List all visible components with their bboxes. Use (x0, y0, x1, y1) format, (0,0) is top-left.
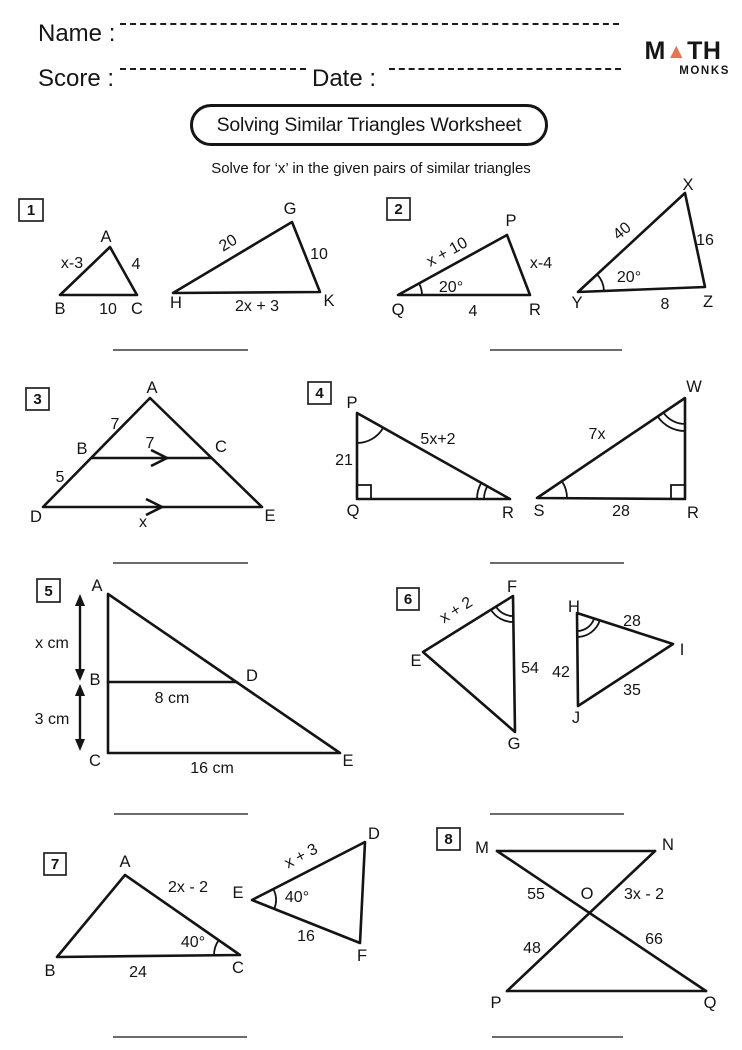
problem-5 (35, 577, 354, 814)
triangle-ace-outline (108, 594, 340, 753)
vertex-c-label: C (232, 959, 244, 977)
vertex-f-label: F (356, 947, 368, 965)
vertex-b-label: B (76, 440, 88, 458)
side-po-value: 48 (523, 940, 541, 957)
vertex-f-label: F (506, 578, 518, 596)
side-sr-value: 28 (612, 503, 630, 520)
side-ed-value: x + 3 (281, 840, 321, 873)
side-bc-value: 7 (145, 435, 155, 452)
side-bc-value: 10 (99, 301, 117, 318)
vertex-i-label: I (679, 641, 685, 659)
side-de-value: x (139, 514, 147, 531)
angle-arc-h-outer (577, 620, 600, 637)
vertex-d-label: D (368, 825, 380, 843)
angle-arc-f-inner (496, 607, 513, 616)
side-yz-value: 8 (660, 296, 670, 313)
side-hj-value: 42 (552, 664, 570, 681)
vertex-e-label: E (410, 652, 422, 670)
vertex-e-label: E (264, 507, 276, 525)
problem-4 (308, 378, 702, 563)
right-angle-r-icon (671, 485, 685, 499)
angle-arc-w-inner (664, 413, 686, 424)
problem-1-number: 1 (26, 202, 36, 219)
side-pr-value: 5x+2 (420, 431, 456, 448)
score-label: Score : (38, 65, 115, 92)
vertex-w-label: W (686, 378, 702, 396)
vertex-n-label: N (662, 836, 674, 854)
side-ab-value: x cm (35, 635, 69, 652)
vertex-b-label: B (89, 671, 101, 689)
side-yx-value: 40 (610, 219, 635, 244)
vertex-p-label: P (346, 394, 358, 412)
vertex-b-label: B (54, 300, 66, 318)
date-label: Date : (312, 65, 377, 92)
angle-arc-q (419, 283, 422, 295)
angle-arc-p (357, 428, 383, 443)
vertex-p-label: P (505, 212, 517, 230)
vertex-g-label: G (507, 735, 521, 753)
worksheet-title: Solving Similar Triangles Worksheet (216, 113, 522, 136)
vertex-q-label: Q (703, 994, 717, 1012)
side-sw-value: 7x (588, 426, 606, 443)
side-hg-value: 20 (216, 231, 241, 256)
side-ce-value: 16 cm (190, 760, 234, 777)
angle-arc-y (597, 274, 604, 291)
triangle-efg-outline (423, 593, 515, 732)
vertex-p-label: P (490, 994, 502, 1012)
vertex-c-label: C (131, 300, 143, 318)
vertex-k-label: K (323, 292, 335, 310)
angle-arc-e (273, 889, 276, 909)
side-pq-value: 21 (335, 452, 353, 469)
angle-q-value: 20° (438, 279, 464, 296)
problem-6 (397, 578, 684, 814)
problem-8 (437, 828, 717, 1037)
vertex-y-label: Y (571, 294, 583, 312)
vertex-r-label: R (529, 301, 541, 319)
problem-2-number: 2 (394, 201, 403, 218)
triangle-xyz-outline (578, 193, 705, 292)
logo-monks: MONKS (679, 65, 730, 77)
side-xz-value: 16 (696, 232, 714, 249)
problem-5-number: 5 (44, 583, 53, 600)
vertex-q-label: Q (391, 301, 405, 319)
vertex-r2-label: R (687, 504, 699, 522)
vertex-g-label: G (283, 200, 297, 218)
problem-6-number: 6 (403, 591, 413, 608)
worksheet-subtitle: Solve for ‘x’ in the given pairs of similar triangles (211, 160, 531, 177)
angle-arc-c (214, 940, 219, 955)
vertex-a-label: A (119, 853, 131, 871)
angle-e-value: 40° (284, 889, 310, 906)
side-bc-value: 24 (129, 964, 147, 981)
triangle-abc-outline (57, 875, 240, 957)
vertex-j-label: J (571, 709, 581, 727)
name-label: Name : (38, 20, 116, 47)
vertex-a-label: A (91, 577, 103, 595)
side-ab-value: 7 (110, 416, 120, 433)
triangle-pqr-outline (357, 413, 510, 499)
vertex-s-label: S (533, 502, 545, 520)
vertex-o-label: O (580, 885, 594, 903)
logo-th: TH (687, 37, 722, 65)
vertex-h-label: H (568, 598, 580, 616)
arrowhead-up-icon (75, 594, 85, 606)
side-bd-value: 8 cm (154, 690, 190, 707)
side-qr-value: 4 (468, 303, 478, 320)
vertex-m-label: M (475, 839, 489, 857)
side-ac-value: 4 (131, 256, 141, 273)
side-mo-value: 55 (527, 886, 545, 903)
side-hk-value: 2x + 3 (234, 298, 280, 315)
problem-4-number: 4 (315, 385, 324, 402)
vertex-d-label: D (246, 667, 258, 685)
right-angle-q-icon (357, 485, 371, 499)
side-ef-value: x + 2 (436, 593, 476, 627)
side-ac-value: 2x - 2 (167, 879, 209, 896)
vertex-r1-label: R (502, 504, 514, 522)
angle-c-value: 40° (180, 934, 206, 951)
problem-7-number: 7 (50, 856, 60, 873)
problem-8-number: 8 (444, 831, 453, 848)
side-oq-value: 66 (645, 931, 663, 948)
side-bd-value: 5 (55, 469, 65, 486)
vertex-c-label: C (89, 752, 101, 770)
vertex-d-label: D (30, 508, 42, 526)
problem-2 (387, 176, 714, 350)
angle-y-value: 20° (616, 269, 642, 286)
problem-1 (19, 199, 335, 350)
side-ef-value: 16 (297, 928, 315, 945)
vertex-q-label: Q (346, 502, 360, 520)
angle-arc-s (562, 481, 567, 498)
vertex-b-label: B (44, 962, 56, 980)
problem-3 (26, 379, 276, 563)
vertex-z-label: Z (702, 293, 714, 311)
angle-arc-r-inner (484, 486, 487, 499)
problem-3-number: 3 (33, 391, 42, 408)
vertex-a-label: A (146, 379, 158, 397)
side-fg-value: 54 (521, 660, 539, 677)
logo-m: M (644, 37, 666, 65)
angle-arc-h-inner (577, 619, 594, 632)
side-gk-value: 10 (310, 246, 328, 263)
angle-arc-r-outer (477, 483, 481, 499)
arrowhead-down-icon (75, 669, 85, 681)
arrowhead-up-icon (75, 684, 85, 696)
problem-7 (44, 825, 380, 1037)
logo-triangle-icon: ▲ (665, 40, 688, 63)
vertex-h-label: H (170, 294, 182, 312)
vertex-e-label: E (232, 884, 244, 902)
side-ji-value: 35 (623, 682, 641, 699)
side-no-value: 3x - 2 (623, 886, 665, 903)
side-hi-value: 28 (623, 613, 641, 630)
vertex-c-label: C (215, 438, 227, 456)
side-bc-value: 3 cm (34, 711, 70, 728)
arrowhead-down-icon (75, 739, 85, 751)
triangle-ghk-outline (173, 222, 320, 293)
side-ab-value: x-3 (60, 255, 84, 272)
vertex-a-label: A (100, 228, 112, 246)
side-qp-value: x + 10 (423, 234, 471, 271)
side-pr-value: x-4 (529, 255, 553, 272)
vertex-x-label: X (682, 176, 694, 194)
vertex-e-label: E (342, 752, 354, 770)
